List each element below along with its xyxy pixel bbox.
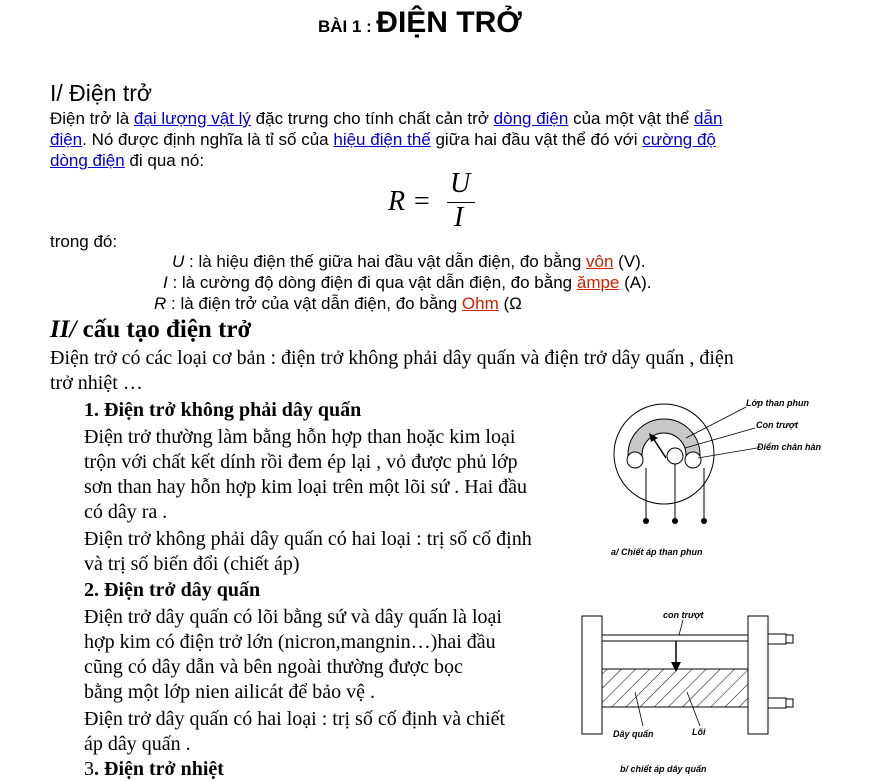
slider-rod — [602, 635, 748, 641]
caption-figure-b: b/ chiết áp dây quấn — [620, 764, 707, 774]
left-bracket — [582, 616, 602, 734]
link-dong-dien-2[interactable]: dòng điện — [50, 151, 125, 170]
subsection-3-heading: 3. Điện trở nhiệt — [84, 758, 224, 780]
caption-figure-a: a/ Chiết áp than phun — [611, 547, 703, 557]
link-ampe[interactable]: ămpe — [576, 273, 620, 292]
link-von[interactable]: vôn — [586, 252, 614, 271]
intro-line-1: Điện trở có các loại cơ bản : điện trở không phải dây quấn và điện trở dây quấn , điện — [50, 347, 734, 369]
page-title: BÀI 1 : ĐIỆN TRỞ — [318, 6, 522, 39]
sub2-line: Điện trở dây quấn có hai loại : trị số cố định và chiết — [84, 708, 506, 730]
definition-u: U : là hiệu điện thế giữa hai đầu vật dẫn điện, đo bằng vôn (V). — [172, 252, 646, 271]
figure-wirewound-potentiometer — [575, 602, 805, 752]
link-ohm[interactable]: Ohm — [461, 294, 499, 313]
link-hieu-dien-the[interactable]: hiệu điện thế — [333, 130, 431, 149]
sub1-line: sơn than hay hỗn hợp kim loại trên một lõi sứ . Hai đầu — [84, 476, 528, 498]
sub1-line: Điện trở thường làm bằng hỗn hợp than hoặc kim loại — [84, 426, 516, 448]
sub2-line: bằng một lớp nien ailicát để bảo vệ . — [84, 681, 376, 703]
formula-numerator: U — [450, 168, 471, 199]
label-diem-chan-han: Điểm chân hàn — [757, 442, 822, 452]
definition-r: R : là điện trở của vật dẫn điện, đo bằng Ohm (Ω — [154, 294, 522, 313]
wiper — [653, 438, 666, 458]
formula-denominator: I — [454, 202, 464, 233]
subsection-1-heading: 1. Điện trở không phải dây quấn — [84, 399, 362, 421]
right-bracket — [748, 616, 768, 734]
label-con-truot: Con trượt — [756, 420, 798, 430]
link-dan-dien-2[interactable]: điện — [50, 130, 83, 149]
label-loi: Lõi — [692, 727, 706, 737]
link-dong-dien[interactable]: dòng điện — [493, 109, 569, 128]
label-con-truot-b: con trượt — [663, 610, 704, 620]
formula-lhs: R — [388, 186, 406, 217]
terminal-center — [667, 448, 683, 464]
link-cuong-do[interactable]: cường độ — [642, 130, 716, 149]
carbon-track — [628, 419, 700, 455]
sub2-line: Điện trở dây quấn có lõi bằng sứ và dây quấn là loại — [84, 606, 502, 628]
terminal-left — [627, 452, 643, 468]
paragraph-line: Điện trở là đại lượng vật lý đặc trưng cho tính chất cản trở dòng điện của một vật thể dẫn — [50, 109, 723, 128]
terminal-right — [685, 452, 701, 468]
figure-carbon-potentiometer — [600, 393, 850, 568]
label-lop-than-phun: Lớp than phun — [746, 398, 810, 408]
sub1-line: Điện trở không phải dây quấn có hai loại : trị số cố định — [84, 528, 532, 550]
subsection-2-heading: 2. Điện trở dây quấn — [84, 579, 261, 601]
where-label: trong đó: — [50, 232, 118, 251]
sub1-line: có dây ra . — [84, 501, 168, 523]
sub2-line: hợp kim có điện trở lớn (nicron,mangnin…)hai đầu — [84, 631, 496, 653]
label-day-quan: Dây quấn — [613, 729, 654, 739]
intro-line-2: trở nhiệt … — [50, 372, 143, 394]
sub1-line: và trị số biến đổi (chiết áp) — [84, 553, 300, 575]
paragraph-line: dòng điện đi qua nó: — [50, 151, 205, 170]
formula-equals: = — [414, 186, 430, 217]
link-dai-luong-vat-ly[interactable]: đại lượng vật lý — [133, 109, 251, 128]
sub1-line: trộn với chất kết dính rồi đem ép lại , vỏ được phủ lớp — [84, 451, 518, 473]
section-1-heading: I/ Điện trở — [50, 80, 152, 106]
link-dan-dien[interactable]: dẫn — [694, 109, 723, 128]
paragraph-line: điện. Nó được định nghĩa là tỉ số của hiệu điện thế giữa hai đầu vật thể đó với cường độ — [50, 130, 716, 149]
sub2-line: áp dây quấn . — [84, 733, 191, 755]
winding — [602, 669, 748, 707]
section-2-heading: II/ cấu tạo điện trở — [50, 316, 252, 343]
sub2-line: cũng có dây dẫn và bên ngoài thường được bọc — [84, 656, 463, 678]
definition-i: I : là cường độ dòng điện đi qua vật dẫn điện, đo bằng ămpe (A). — [163, 273, 652, 292]
